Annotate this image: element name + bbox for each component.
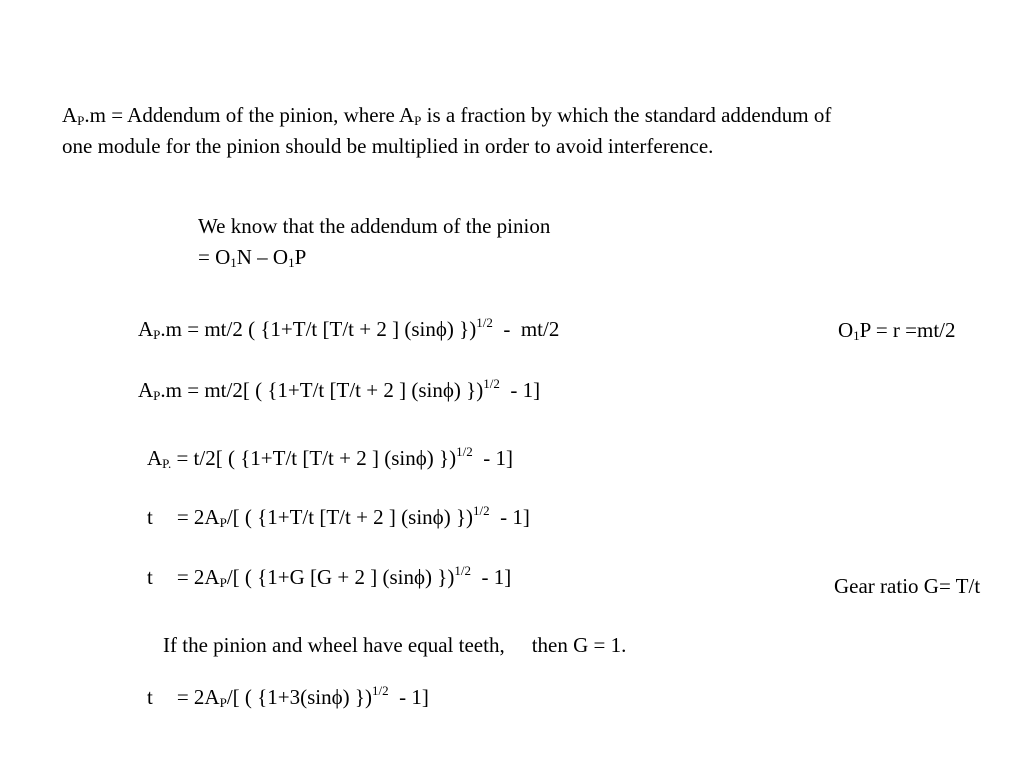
equation-5: $t = 2A_P/$[ ( {1+G [G + 2 ] (sinϕ) })$^{1/2}$ - 1] — [147, 563, 512, 590]
side-note-o1p: $O_1P = r =mt/2$ — [838, 318, 956, 343]
know-line-1: We know that the addendum of the pinion — [198, 214, 551, 238]
equation-6: $t = 2A_P/$[ ( {1+3(sinϕ) })$^{1/2}$ - 1] — [147, 683, 429, 710]
intro-line-1: $A_P.m$ = Addendum of the pinion, where $A_P$ is a fraction by which the standard addendum of — [62, 103, 832, 128]
know-line-2: = $O_1N - O_1P$ — [198, 245, 307, 270]
equation-4: $t = 2A_P/$[ ( {1+T/t [T/t + 2 ] (sinϕ) })$^{1/2}$ - 1] — [147, 503, 530, 530]
equation-1: $A_P.m = mt/2$ ( {1+T/t [T/t + 2 ] (sinϕ) })$^{1/2}$ - mt/2 — [138, 315, 560, 342]
side-note-gear-ratio: Gear ratio G= T/t — [834, 574, 981, 598]
intro-line-2: one module for the pinion should be multiplied in order to avoid interference. — [62, 134, 714, 158]
equal-teeth-condition: If the pinion and wheel have equal teeth, then G = 1. — [163, 633, 627, 657]
equation-3: $A_{P.} = t/2$[ ( {1+T/t [T/t + 2 ] (sinϕ) })$^{1/2}$ - 1] — [147, 444, 513, 471]
equation-2: $A_P.m = mt/2$[ ( {1+T/t [T/t + 2 ] (sinϕ) })$^{1/2}$ - 1] — [138, 376, 541, 403]
